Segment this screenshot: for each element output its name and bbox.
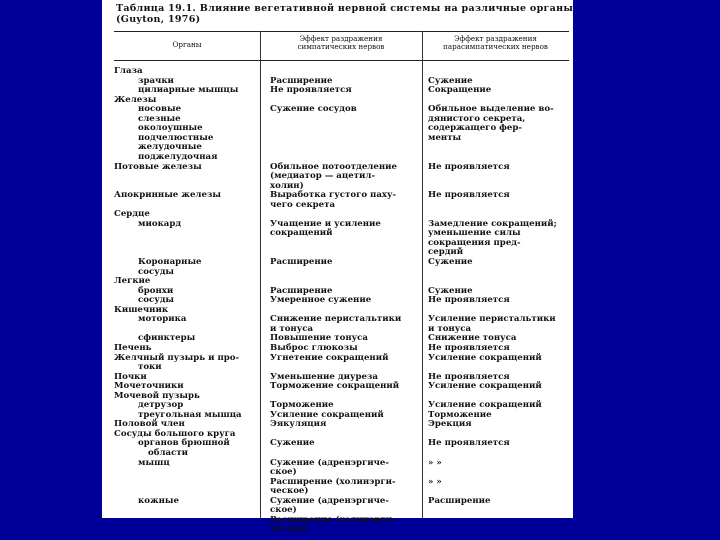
table-caption [116, 3, 573, 25]
organ-cell: Мочевой пузырь [114, 390, 200, 401]
organ-cell: околоушные [138, 123, 203, 134]
sympathetic-cell: Расширение [270, 257, 333, 267]
header-sympathetic-line-1: Эффект раздражения [299, 34, 383, 43]
parasympathetic-cell: Не проявляется [428, 190, 510, 201]
organ-cell: Почки [114, 371, 147, 382]
sympathetic-cell: ское) [270, 467, 297, 478]
organ-cell: цилиарные мышцы [138, 85, 239, 96]
sympathetic-cell: Умеренное сужение [270, 295, 372, 306]
sympathetic-cell: и тонуса [270, 323, 314, 334]
sympathetic-cell: Торможение сокращений [270, 381, 400, 392]
organ-cell: сфинктеры [138, 333, 196, 344]
organ-cell: Потовые железы [114, 161, 202, 172]
organ-cell: миокард [138, 218, 182, 229]
parasympathetic-cell: содержащего фер- [428, 123, 522, 134]
organ-cell: Сосуды большого круга [114, 428, 236, 439]
parasympathetic-cell: » » [428, 457, 442, 468]
organ-cell: Печень [114, 342, 152, 353]
sympathetic-cell: Снижение перистальтики [270, 314, 402, 325]
sympathetic-cell: Сужение (адренэргиче- [270, 457, 389, 468]
organ-cell: подчелюстные [138, 132, 214, 143]
organ-cell: Коронарные [138, 257, 202, 267]
header-sympathetic [260, 35, 422, 51]
organ-cell: Глаза [114, 66, 143, 76]
header-bottom-rule [114, 60, 569, 61]
organ-cell: области [148, 448, 189, 458]
organ-cell: моторика [138, 314, 187, 325]
caption-line-1: Таблица 19.1. Влияние вегетативной нервной системы на различные органы [116, 3, 574, 14]
parasympathetic-cell: » » [428, 476, 442, 487]
parasympathetic-cell: Не проявляется [428, 161, 510, 172]
parasympathetic-cell: дянистого секрета, [428, 113, 526, 124]
header-parasympathetic [422, 35, 569, 51]
sympathetic-cell: Расширение (холинэрги- [270, 514, 396, 525]
organ-cell: органов брюшной [138, 438, 230, 449]
sympathetic-cell: Учащение и усиление [270, 218, 381, 229]
sympathetic-cell: Сужение [270, 438, 315, 449]
organ-cell: Желчный пузырь и про- [114, 352, 240, 363]
parasympathetic-cell: Усиление сокращений [428, 400, 542, 411]
sympathetic-cell: Эякуляция [270, 419, 327, 430]
organ-cell: токи [138, 362, 162, 373]
organ-cell: зрачки [138, 75, 174, 86]
organ-cell: Сердце [114, 209, 150, 220]
sympathetic-cell: Усиление сокращений [270, 409, 384, 420]
sympathetic-cell: Выброс глюкозы [270, 342, 358, 353]
parasympathetic-cell: Эрекция [428, 419, 472, 430]
organ-cell: Мочеточники [114, 381, 184, 392]
parasympathetic-cell: Обильное выделение во- [428, 104, 554, 115]
sympathetic-cell: Угнетение сокращений [270, 352, 389, 363]
sympathetic-cell: Расширение [270, 75, 333, 86]
sympathetic-cell: чего секрета [270, 199, 336, 210]
parasympathetic-cell: Не проявляется [428, 295, 510, 306]
organ-cell: бронхи [138, 285, 174, 296]
sympathetic-cell: ческое) [270, 486, 309, 497]
organ-cell: Кишечник [114, 304, 169, 315]
header-organs: Органы [172, 40, 202, 49]
sympathetic-cell: Не проявляется [270, 85, 352, 96]
parasympathetic-cell: Не проявляется [428, 342, 510, 353]
sympathetic-cell: ческое) [270, 524, 309, 535]
organ-cell: детрузор [138, 400, 184, 411]
sympathetic-cell: Торможение [270, 400, 334, 411]
header-sympathetic-line-2: симпатических нервов [297, 42, 385, 51]
sympathetic-cell: Уменьшение диуреза [270, 371, 378, 382]
sympathetic-cell: Расширение [270, 285, 333, 296]
organ-cell: треугольная мышца [138, 409, 242, 420]
header-parasympathetic-line-2: парасимпатических нервов [443, 42, 548, 51]
parasympathetic-cell: Сужение [428, 75, 473, 86]
organ-cell: сосуды [138, 266, 175, 277]
parasympathetic-cell: Сужение [428, 285, 473, 296]
parasympathetic-cell: Расширение [428, 495, 491, 506]
organ-cell: Апокринные железы [114, 190, 222, 201]
scanned-table-page [102, 0, 574, 535]
header-parasympathetic-line-1: Эффект раздражения [454, 34, 537, 43]
organ-cell: желудочные [138, 142, 202, 153]
sympathetic-cell: ское) [270, 505, 297, 516]
parasympathetic-cell: Замедление сокращений; [428, 218, 557, 229]
parasympathetic-cell: и тонуса [428, 323, 472, 334]
sympathetic-cell: Обильное потоотделение [270, 161, 397, 172]
header-top-rule [114, 31, 569, 32]
sympathetic-cell: Расширение (холинэрги- [270, 476, 396, 487]
organ-cell: Половой член [114, 419, 185, 430]
parasympathetic-cell: Сокращение [428, 85, 492, 96]
parasympathetic-cell: Усиление сокращений [428, 352, 542, 363]
sympathetic-cell: Сужение сосудов [270, 104, 357, 115]
organ-cell: поджелудочная [138, 151, 218, 162]
organ-cell: кожные [138, 495, 179, 506]
organ-cell: слезные [138, 113, 181, 124]
parasympathetic-cell: менты [428, 132, 462, 143]
organ-cell: носовые [138, 104, 182, 115]
caption-line-2: (Guyton, 1976) [116, 14, 201, 25]
parasympathetic-cell: Не проявляется [428, 438, 510, 449]
organ-cell: сосуды [138, 295, 175, 306]
parasympathetic-cell: Не проявляется [428, 371, 510, 382]
parasympathetic-cell: Усиление перистальтики [428, 314, 556, 325]
parasympathetic-cell: Торможение [428, 409, 492, 420]
sympathetic-cell: сокращений [270, 228, 333, 239]
parasympathetic-cell: Снижение тонуса [428, 333, 517, 344]
parasympathetic-cell: уменьшение силы [428, 228, 521, 239]
parasympathetic-cell: Сужение [428, 257, 473, 267]
column-divider-1 [260, 31, 261, 518]
parasympathetic-cell: Усиление сокращений [428, 381, 542, 392]
parasympathetic-cell: сердий [428, 247, 464, 258]
column-divider-2 [422, 31, 423, 518]
sympathetic-cell: Выработка густого паху- [270, 190, 397, 201]
sympathetic-cell: (медиатор — ацетил- [270, 171, 376, 182]
sympathetic-cell: Повышение тонуса [270, 333, 368, 344]
parasympathetic-cell: сокращения пред- [428, 237, 521, 248]
sympathetic-cell: Сужение (адренэргиче- [270, 495, 389, 506]
organ-cell: Железы [114, 94, 157, 105]
sympathetic-cell: холин) [270, 180, 304, 191]
organ-cell: мышц [138, 457, 170, 468]
organ-cell: Легкие [114, 276, 151, 287]
